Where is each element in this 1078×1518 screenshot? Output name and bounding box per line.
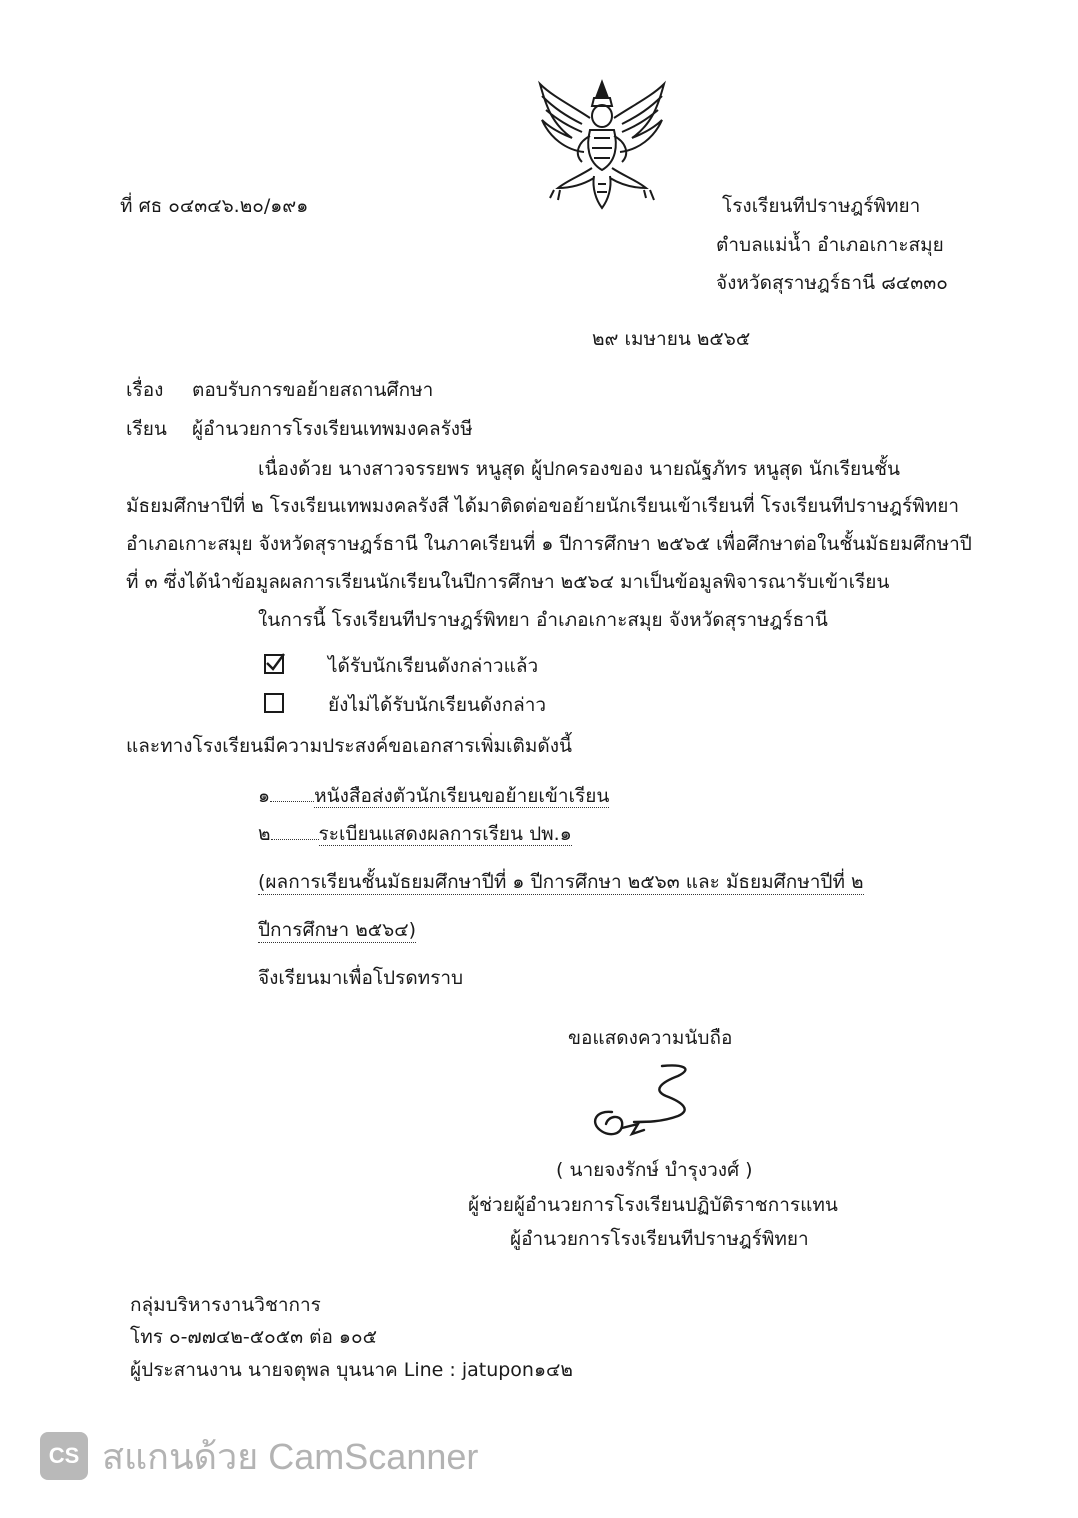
signer-position-1: ผู้ช่วยผู้อำนวยการโรงเรียนปฏิบัติราชการแทน <box>468 1194 838 1216</box>
camscanner-text: สแกนด้วย CamScanner <box>102 1435 479 1477</box>
signer-name: ( นายจงรักษ์ บำรุงวงศ์ ) <box>556 1159 753 1181</box>
camscanner-logo-icon: CS <box>40 1432 88 1480</box>
garuda-emblem-icon <box>532 76 672 212</box>
footer-phone: โทร ๐-๗๗๔๒-๕๐๕๓ ต่อ ๑๐๕ <box>130 1326 377 1348</box>
closing-line: จึงเรียนมาเพื่อโปรดทราบ <box>258 967 464 989</box>
body-line: ที่ ๓ ซึ่งได้นำข้อมูลผลการเรียนนักเรียนในปีการศึกษา ๒๕๖๔ มาเป็นข้อมูลพิจารณารับเข้าเรียน <box>126 571 890 593</box>
doc-text: ระเบียนแสดงผลการเรียน ปพ.๑ <box>318 823 572 845</box>
school-address-line2: ตำบลแม่น้ำ อำเภอเกาะสมุย <box>716 234 944 256</box>
option-accepted-label: ได้รับนักเรียนดังกล่าวแล้ว <box>328 655 539 677</box>
body-line: อำเภอเกาะสมุย จังหวัดสุราษฎร์ธานี ในภาคเรียนที่ ๑ ปีการศึกษา ๒๕๖๕ เพื่อศึกษาต่อในชั้นมัธยมศึกษาปี <box>126 533 972 555</box>
signer-position-2: ผู้อำนวยการโรงเรียนทีปราษฎร์พิทยา <box>510 1228 809 1250</box>
footer-coordinator: ผู้ประสานงาน นายจตุพล บุนนาค Line : jatupon๑๔๒ <box>130 1359 573 1381</box>
recipient-text: ผู้อำนวยการโรงเรียนเทพมงคลรังษี <box>192 418 473 440</box>
school-address-line3: จังหวัดสุราษฎร์ธานี ๘๔๓๓๐ <box>716 272 948 294</box>
footer-department: กลุ่มบริหารงานวิชาการ <box>130 1294 321 1316</box>
camscanner-watermark <box>40 1428 540 1484</box>
note-line-1: (ผลการเรียนชั้นมัธยมศึกษาปีที่ ๑ ปีการศึกษา ๒๕๖๓ และ มัธยมศึกษาปีที่ ๒ <box>258 871 864 893</box>
body-line: เนื่องด้วย นางสาวจรรยพร หนูสุด ผู้ปกครองของ นายณัฐภัทร หนูสุด นักเรียนชั้น <box>258 458 901 480</box>
subject-text: ตอบรับการขอย้ายสถานศึกษา <box>192 379 434 401</box>
doc-item-1 <box>258 784 609 808</box>
reference-number: ที่ ศธ ๐๔๓๔๖.๒๐/๑๙๑ <box>120 195 309 217</box>
body-line: และทางโรงเรียนมีความประสงค์ขอเอกสารเพิ่มเติมดังนี้ <box>126 735 573 757</box>
doc-number: ๒ <box>258 823 271 845</box>
option-not-accepted-label: ยังไม่ได้รับนักเรียนดังกล่าว <box>328 694 547 716</box>
note-line-2: ปีการศึกษา ๒๕๖๔) <box>258 919 416 941</box>
regards-text: ขอแสดงความนับถือ <box>568 1027 733 1049</box>
checkbox-checked-icon <box>264 654 284 674</box>
subject-label: เรื่อง <box>126 379 164 401</box>
letter-date: ๒๙ เมษายน ๒๕๖๕ <box>592 328 751 350</box>
checkbox-empty-icon <box>264 693 284 713</box>
recipient-label: เรียน <box>126 418 167 440</box>
school-name: โรงเรียนทีปราษฎร์พิทยา <box>722 195 921 217</box>
body-line: มัธยมศึกษาปีที่ ๒ โรงเรียนเทพมงคลรังสี ได้มาติดต่อขอย้ายนักเรียนเข้าเรียนที่ โรงเรียนทีปราษฎร์พิทยา <box>126 495 960 517</box>
body-line: ในการนี้ โรงเรียนทีปราษฎร์พิทยา อำเภอเกาะสมุย จังหวัดสุราษฎร์ธานี <box>258 609 828 631</box>
handwritten-signature <box>582 1060 712 1150</box>
doc-text: หนังสือส่งตัวนักเรียนขอย้ายเข้าเรียน <box>314 785 610 807</box>
doc-number: ๑ <box>258 785 271 807</box>
doc-item-2 <box>258 822 572 846</box>
